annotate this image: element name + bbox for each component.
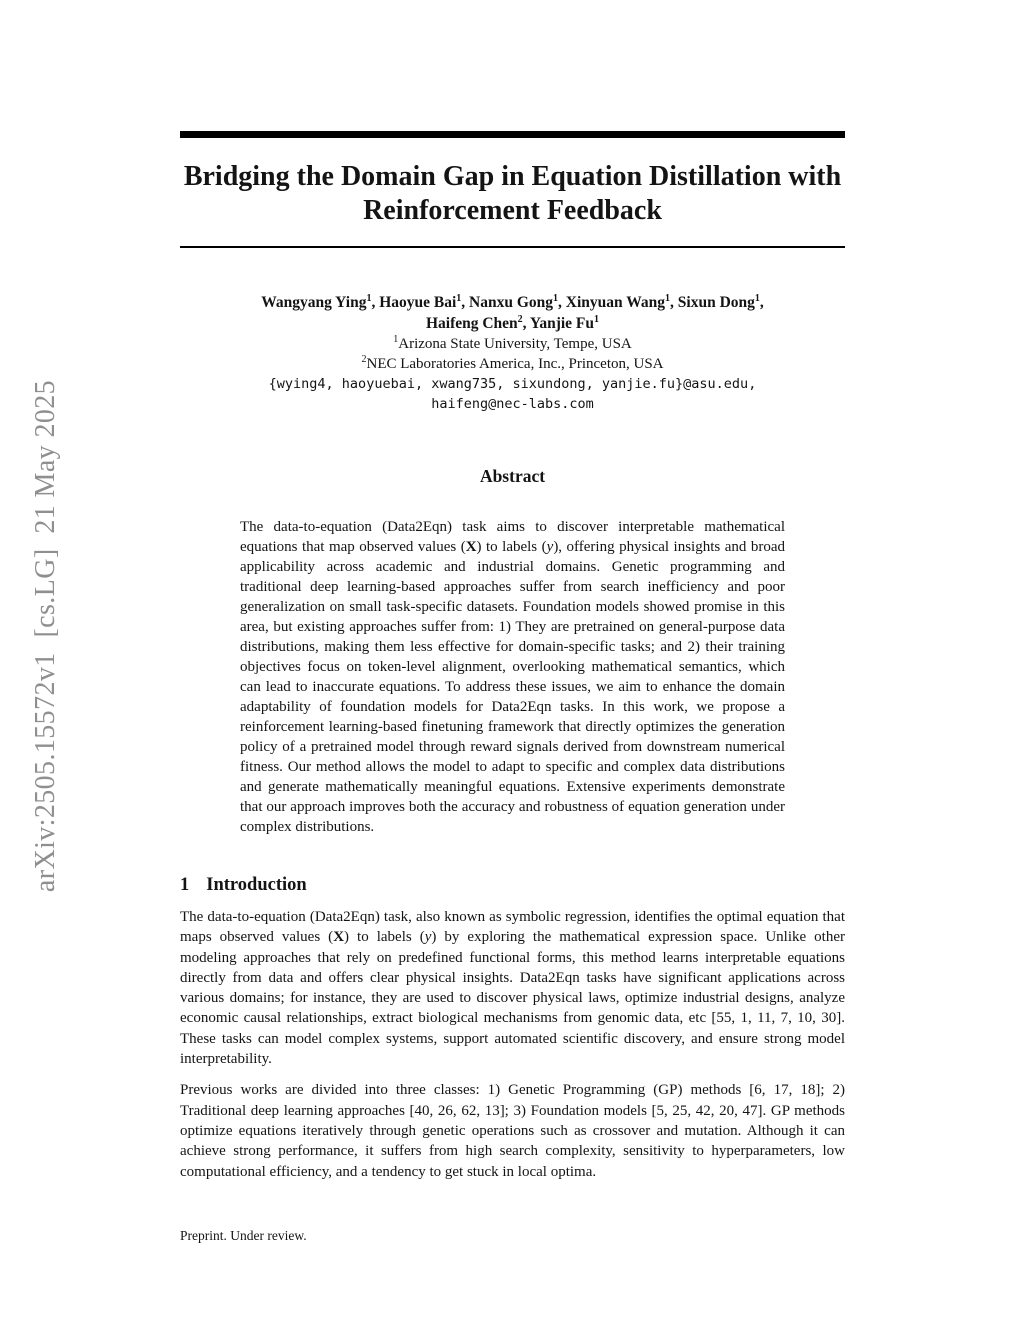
email-line-1: {wying4, haoyuebai, xwang735, sixundong, yanjie.fu}@asu.edu, (268, 376, 757, 392)
introduction-paragraph-2: Previous works are divided into three classes: 1) Genetic Programming (GP) methods [6, 17, 18]; 2) Traditional deep learning approaches [40, 26, 62, 13]; 3) Foundation models [5, 25, 42, 20, 47]. GP methods optimize equations iteratively through genetic operations such as crossover and mutation. Although it can achieve strong performance, it suffers from high search complexity, sensitivity to hyperparameters, low computational efficiency, and a tendency to get stuck in local optima. (180, 1082, 845, 1180)
section-title: Introduction (206, 875, 307, 895)
title-rule-bottom (180, 246, 845, 248)
affiliation-line-2: $^2$NEC Laboratories America, Inc., Princeton, USA (361, 354, 664, 372)
abstract-text: The data-to-equation (Data2Eqn) task aims to discover interpretable mathematical equations that map observed values (X) to labels (y), offering physical insights and broad applicability across academic and industrial domains. Genetic programming and traditional deep learning-based approaches suffer from search inefficiency and poor generalization on small task-specific datasets. Foundation models showed promise in this area, but existing approaches suffer from: 1) They are pretrained on general-purpose data distributions, making them less effective for domain-specific tasks; and 2) their training objectives focus on token-level alignment, overlooking mathematical semantics, which can lead to inaccurate equations. To address these issues, we aim to enhance the domain adaptability of foundation models for Data2Eqn tasks. In this work, we propose a reinforcement learning-based finetuning framework that directly optimizes the generation policy of a pretrained model through reward signals derived from downstream numerical fitness. Our method allows the model to adapt to specific and complex data distributions and generate mathematically meaningful equations. Extensive experiments demonstrate that our approach improves both the accuracy and robustness of equation generation under complex distributions. (240, 519, 785, 835)
author-line-1: Wangyang Ying$^1$, Haoyue Bai$^1$, Nanxu Gong$^1$, Xinyuan Wang$^1$, Sixun Dong$^1$, (261, 292, 764, 311)
email-line-2: haifeng@nec-labs.com (431, 396, 594, 412)
title-rule-top (180, 131, 845, 138)
introduction-paragraph-1: The data-to-equation (Data2Eqn) task, also known as symbolic regression, identifies the optimal equation that maps observed values (X) to labels (y) by exploring the mathematical expression space. Unlike other modeling approaches that rely on predefined functional forms, this method learns interpretable equations directly from data and offers clear physical insights. Data2Eqn tasks have significant applications across various domains; for instance, they are used to discover physical laws, optimize industrial designs, analyze economic causal relationships, extract biological mechanisms from genomic data, etc [55, 1, 11, 7, 10, 30]. These tasks can model complex systems, support automated scientific discovery, and ensure strong model interpretability. (180, 909, 845, 1068)
author-block (180, 292, 845, 334)
affiliation-line-1: $^1$Arizona State University, Tempe, USA (393, 334, 632, 352)
author-line-2: Haifeng Chen$^2$, Yanjie Fu$^1$ (425, 313, 600, 332)
paper-title: Bridging the Domain Gap in Equation Distillation with Reinforcement Feedback (183, 161, 842, 226)
footer-note: Preprint. Under review. (180, 1228, 307, 1243)
paper-content (180, 0, 845, 1182)
arxiv-watermark: arXiv:2505.15572v1 [cs.LG] 21 May 2025 (30, 379, 61, 893)
section-number: 1 (180, 875, 190, 895)
abstract-heading: Abstract (479, 466, 546, 486)
section-heading-introduction (180, 875, 845, 896)
